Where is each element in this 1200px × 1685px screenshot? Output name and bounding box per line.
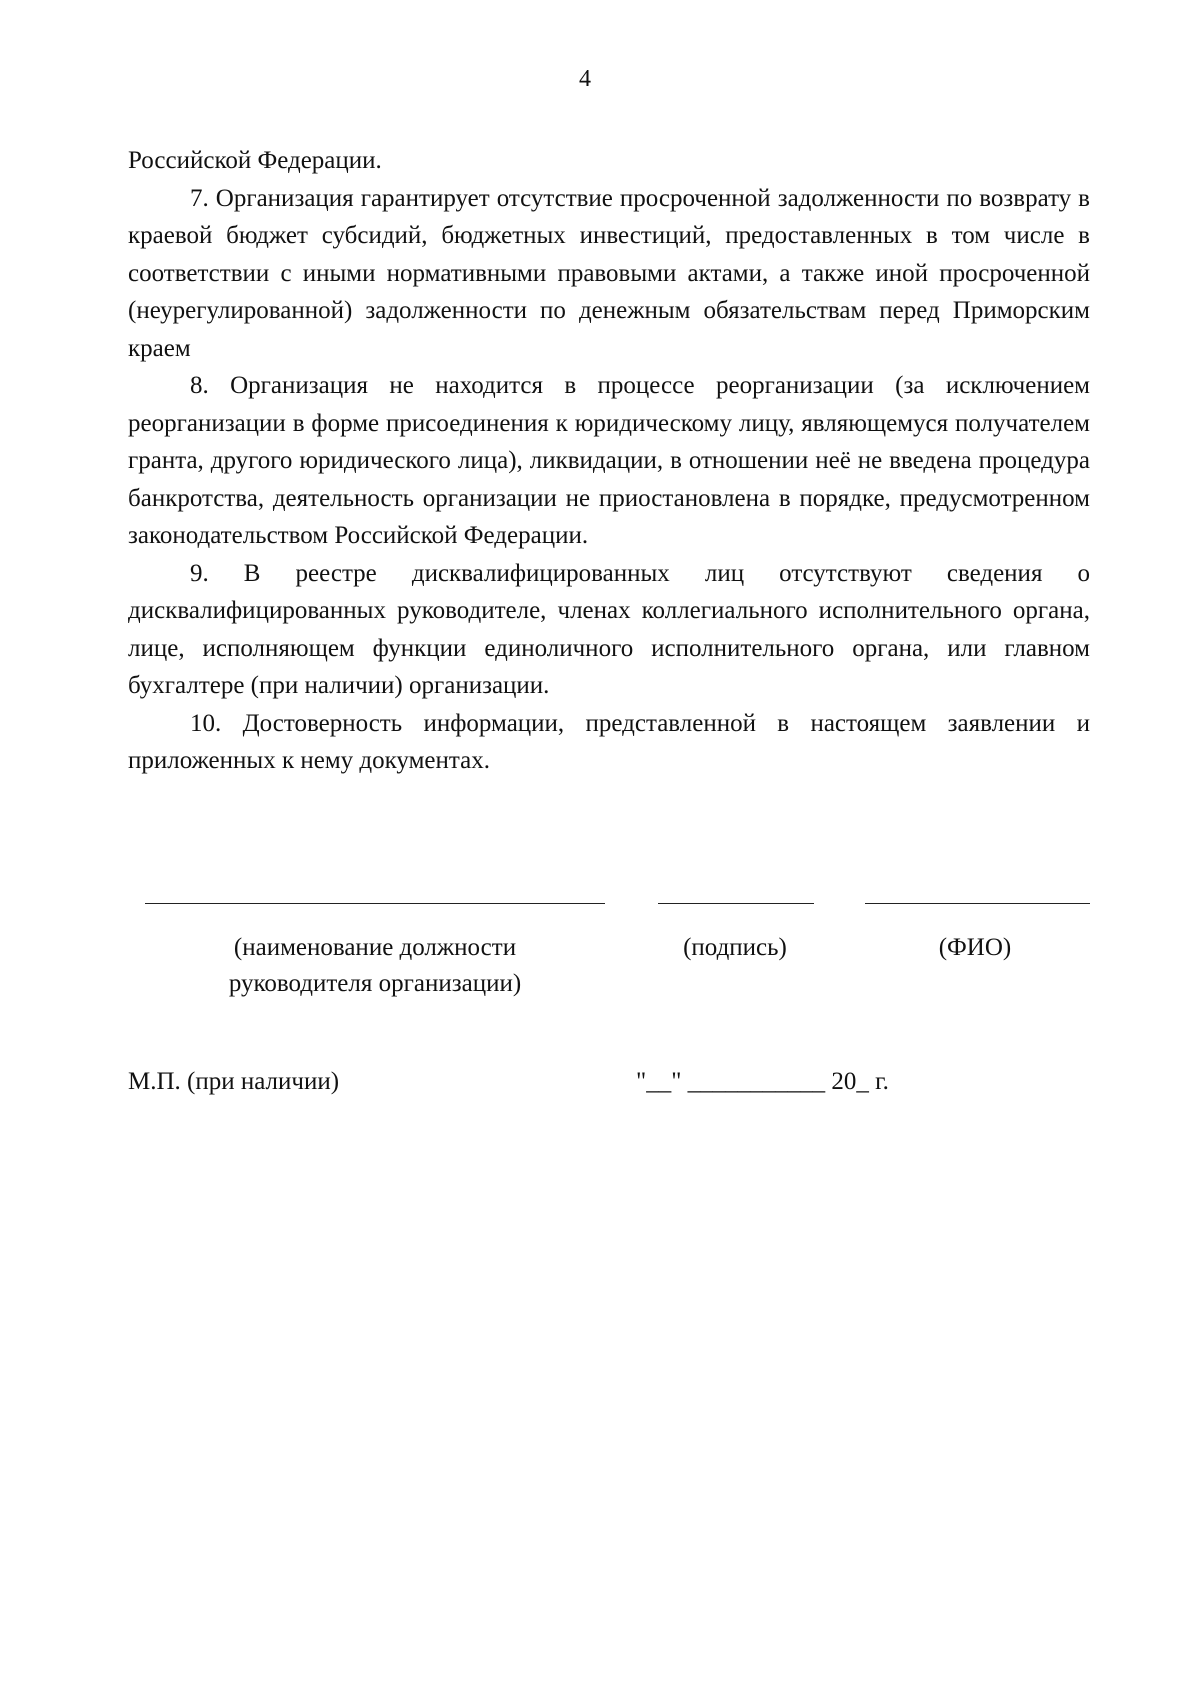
- paragraph-10: 10. Достоверность информации, представленной в настоящем заявлении и приложенных к нему документах.: [128, 709, 1090, 774]
- paragraph-8: 8. Организация не находится в процессе реорганизации (за исключением реорганизации в форме присоединения к юридическому лицу, являющемуся получателем гранта, другого юридического лица), ликвидации, в отношении неё не введена процедура банкротства, деятельность организации не приостановлена в порядке, предусмотренном законодательством Российской Федерации.: [128, 372, 1090, 549]
- page-number: 4: [579, 66, 591, 92]
- stamp-label: М.П. (при наличии): [128, 1068, 340, 1095]
- position-caption-line-1: (наименование должности: [233, 934, 517, 961]
- paragraph-continuation: Российской Федерации.: [128, 147, 382, 174]
- paragraph-7: 7. Организация гарантирует отсутствие просроченной задолженности по возврату в краевой бюджет субсидий, бюджетных инвестиций, предоставленных в том числе в соответствии с иными нормативными правовыми актами, а также иной просроченной (неурегулированной) задолженности по денежным обязательствам перед Приморским краем: [128, 184, 1090, 362]
- sign-signature-line: [658, 903, 814, 904]
- position-caption: [180, 930, 570, 1002]
- sign-caption: (подпись): [683, 934, 787, 961]
- date-field: "__" ___________ 20_ г.: [636, 1068, 889, 1095]
- position-signature-line: [145, 903, 605, 904]
- name-caption: (ФИО): [938, 934, 1012, 961]
- name-signature-line: [865, 903, 1090, 904]
- position-caption-line-2: руководителя организации): [228, 970, 522, 997]
- paragraph-9: 9. В реестре дисквалифицированных лиц отсутствуют сведения о дисквалифицированных руководителе, членах коллегиального исполнительного органа, лице, исполняющем функции единоличного исполнительного органа, или главном бухгалтере (при наличии) организации.: [128, 559, 1090, 699]
- document-body: [128, 142, 1090, 780]
